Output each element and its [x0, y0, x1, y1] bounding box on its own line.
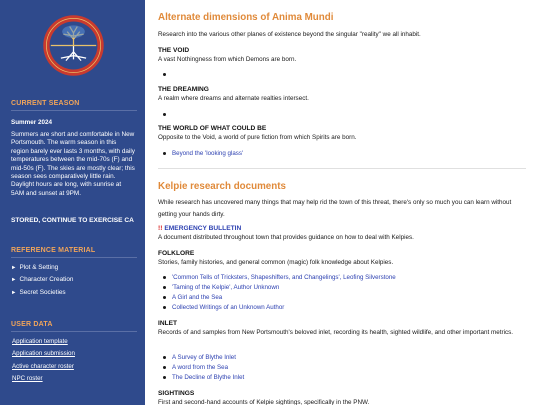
npc-roster-link[interactable]: NPC roster	[12, 375, 43, 383]
reference-item-secret-societies[interactable]	[11, 289, 73, 301]
reference-material-heading: REFERENCE MATERIAL	[11, 247, 96, 254]
empty-list-item	[163, 111, 172, 118]
list-item	[163, 364, 228, 371]
void-heading: THE VOID	[158, 47, 190, 54]
status-marquee: STORED, CONTINUE TO EXERCISE CA	[11, 217, 134, 224]
application-template-link[interactable]: Application template	[12, 338, 68, 345]
divider	[11, 257, 137, 258]
section-divider	[158, 168, 526, 169]
world-text: Opposite to the Void, a world of pure fiction from which Spirits are born.	[158, 134, 357, 141]
dreaming-heading: THE DREAMING	[158, 86, 209, 93]
void-text: A vast Nothingness from which Demons are born.	[158, 56, 297, 63]
main-content	[158, 0, 530, 405]
empty-list-item	[163, 71, 172, 78]
active-character-roster-link[interactable]: Active character roster	[12, 362, 74, 370]
inlet-text: Records of and samples from New Portsmouth's beloved inlet, recording its health, sighted wildlife, and other important metrics.	[158, 329, 514, 336]
reference-item-character-creation[interactable]	[11, 276, 73, 288]
inlet-link[interactable]: A word from the Sea	[172, 364, 229, 371]
emergency-bulletin-heading[interactable]	[158, 225, 241, 232]
inlet-link[interactable]: The Decline of Blythe Inlet	[172, 374, 245, 381]
folklore-heading: FOLKLORE	[158, 250, 195, 257]
season-title: Summer 2024	[11, 119, 52, 126]
user-data-menu	[12, 338, 75, 388]
kelpie-title: Kelpie research documents	[158, 181, 286, 192]
user-data-heading: USER DATA	[11, 321, 53, 328]
reference-menu	[11, 264, 73, 301]
kelpie-intro: While research has uncovered many things that may help rid the town of this threat, there's only so much you can learn without getting your hands dirty.	[158, 199, 512, 218]
inlet-heading: INLET	[158, 320, 178, 327]
anima-mundi-intro: Research into the various other planes of existence beyond the singular "reality" we all inhabit.	[158, 31, 421, 38]
inlet-link[interactable]: A Survey of Blythe Inlet	[172, 354, 236, 361]
emergency-bulletin-label: EMERGENCY BULLETIN	[164, 225, 242, 232]
reference-item-label: Secret Societies	[19, 288, 66, 296]
divider	[11, 110, 137, 111]
emergency-text: A document distributed throughout town that provides guidance on how to deal with Kelpies.	[158, 234, 414, 241]
reference-item-plot-setting[interactable]	[11, 264, 73, 276]
list-item	[163, 374, 244, 381]
folklore-text: Stories, family histories, and general common (magic) folk knowledge about Kelpies.	[158, 259, 394, 266]
folklore-link[interactable]: Collected Writings of an Unknown Author	[172, 304, 285, 311]
anima-mundi-title: Alternate dimensions of Anima Mundi	[158, 12, 334, 23]
list-item	[163, 294, 222, 301]
reference-item-label: Plot & Setting	[19, 264, 59, 271]
sightings-heading: SIGHTINGS	[158, 390, 195, 397]
looking-glass-link[interactable]: Beyond the 'looking glass'	[172, 150, 244, 157]
dreaming-text: A realm where dreams and alternate realties intersect.	[158, 95, 309, 102]
current-season-heading: CURRENT SEASON	[11, 100, 80, 107]
divider	[11, 331, 137, 332]
folklore-link[interactable]: A Girl and the Sea	[172, 294, 223, 301]
list-item	[163, 274, 396, 281]
triangle-right-icon: ►	[11, 265, 17, 271]
folklore-link[interactable]: 'Taming of the Kelpie', Author Unknown	[172, 284, 280, 291]
season-description: Summers are short and comfortable in New Portsmouth. The warm season in this region barely ever lasts 3 months, with daily temperatures between the mid-70s (F) and mid-50s (F). The skies are mostly clear; this season sees comparatively little rain. Daylight hours are long, with sunrise at 5AM and sunset at 9PM.	[11, 131, 135, 197]
list-item	[163, 150, 243, 157]
tree-of-life-emblem-icon	[42, 14, 105, 77]
list-item	[163, 284, 279, 291]
alert-icon: !!	[158, 225, 163, 232]
list-item	[163, 354, 236, 361]
application-submission-link[interactable]: Application submission	[12, 350, 75, 358]
sidebar	[0, 0, 145, 405]
world-heading: THE WORLD OF WHAT COULD BE	[158, 125, 267, 132]
triangle-right-icon: ►	[11, 289, 17, 296]
folklore-link[interactable]: 'Common Tells of Tricksters, Shapeshifters, and Changelings', Leofing Silverstone	[172, 274, 396, 281]
reference-item-label: Character Creation	[19, 276, 74, 284]
triangle-right-icon: ►	[11, 277, 17, 284]
list-item	[163, 304, 284, 311]
sightings-text: First and second-hand accounts of Kelpie sightings, specifically in the PNW.	[158, 399, 370, 405]
